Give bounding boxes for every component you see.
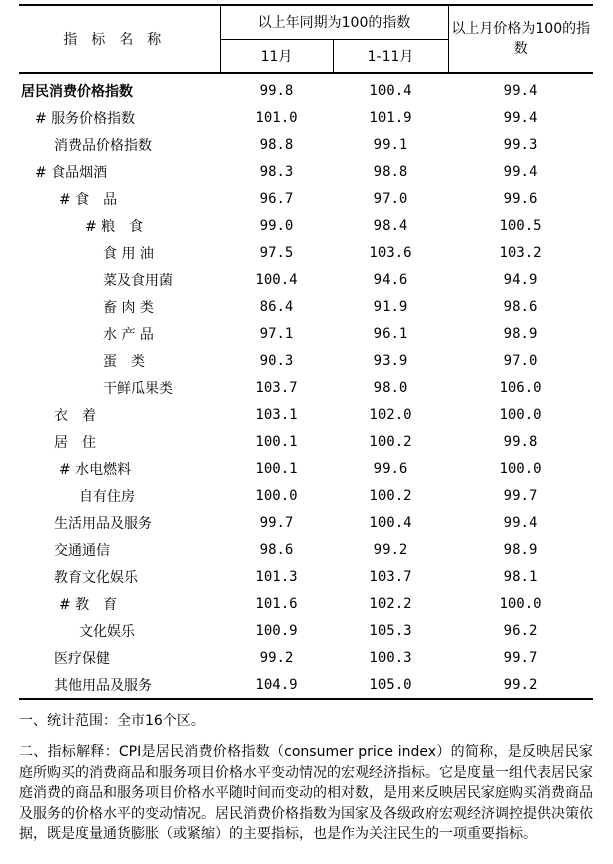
table-row xyxy=(19,536,593,563)
table-row xyxy=(19,131,593,158)
row-label: 水 产 品 xyxy=(103,326,154,343)
cell-nov: 100.0 xyxy=(255,487,298,504)
cell-nov: 101.3 xyxy=(255,568,298,585)
cell-ytd: 99.6 xyxy=(373,460,408,477)
cell-nov: 98.8 xyxy=(259,136,294,153)
cell-ytd: 105.3 xyxy=(369,622,412,639)
cell-ytd: 93.9 xyxy=(373,352,408,369)
row-label: 教育文化娱乐 xyxy=(54,569,138,586)
cell-ytd: 97.0 xyxy=(373,190,408,207)
cell-mom: 98.6 xyxy=(503,298,538,315)
cell-mom: 106.0 xyxy=(499,379,542,396)
cell-mom: 100.0 xyxy=(499,406,542,423)
cell-mom: 99.7 xyxy=(503,649,538,666)
header-indicator-name: 指标名称 xyxy=(19,5,220,73)
table-row xyxy=(19,104,593,131)
cell-mom: 98.9 xyxy=(503,325,538,342)
cell-mom: 103.2 xyxy=(499,244,542,261)
cell-nov: 97.5 xyxy=(259,244,294,261)
cell-ytd: 98.8 xyxy=(373,163,408,180)
cell-mom: 98.1 xyxy=(503,568,538,585)
cell-nov: 99.7 xyxy=(259,514,294,531)
cell-mom: 100.0 xyxy=(499,460,542,477)
cell-ytd: 102.2 xyxy=(369,595,412,612)
table-row xyxy=(19,320,593,347)
table-row xyxy=(19,482,593,509)
table-row xyxy=(19,455,593,482)
cell-ytd: 98.0 xyxy=(373,379,408,396)
cell-mom: 99.7 xyxy=(503,487,538,504)
cell-mom: 99.4 xyxy=(503,109,538,126)
row-label: # 粮 食 xyxy=(85,218,144,235)
table-row xyxy=(19,617,593,644)
table-row xyxy=(19,401,593,428)
header-yoy-group: 以上年同期为100的指数 xyxy=(220,5,448,39)
row-label: 畜 肉 类 xyxy=(103,299,154,316)
row-label: 蛋 类 xyxy=(103,353,145,370)
table-row xyxy=(19,158,593,185)
row-label: 自有住房 xyxy=(79,488,135,505)
note-scope: 一、统计范围：全市16个区。 xyxy=(19,713,205,729)
header-mom: 以上月价格为100的指数 xyxy=(448,5,593,73)
row-label: 居 住 xyxy=(54,434,96,451)
cell-mom: 100.5 xyxy=(499,217,542,234)
table-row xyxy=(19,293,593,320)
notes-section xyxy=(19,710,593,845)
row-label: 干鲜瓜果类 xyxy=(103,380,173,397)
cell-ytd: 99.2 xyxy=(373,541,408,558)
row-label: # 食 品 xyxy=(59,191,118,208)
cpi-table-container xyxy=(19,4,593,700)
cell-nov: 100.1 xyxy=(255,433,298,450)
cell-mom: 97.0 xyxy=(503,352,538,369)
table-row xyxy=(19,509,593,536)
cell-ytd: 94.6 xyxy=(373,271,408,288)
cell-ytd: 103.7 xyxy=(369,568,412,585)
cell-mom: 96.2 xyxy=(503,622,538,639)
row-label: 衣 着 xyxy=(54,407,96,424)
cell-ytd: 103.6 xyxy=(369,244,412,261)
cell-mom: 94.9 xyxy=(503,271,538,288)
cell-nov: 103.1 xyxy=(255,406,298,423)
cell-nov: 101.0 xyxy=(255,109,298,126)
cell-nov: 103.7 xyxy=(255,379,298,396)
cell-ytd: 100.2 xyxy=(369,487,412,504)
header-nov: 11月 xyxy=(220,39,333,73)
cell-nov: 100.4 xyxy=(255,271,298,288)
table-row xyxy=(19,347,593,374)
cell-mom: 100.0 xyxy=(499,595,542,612)
table-row xyxy=(19,671,593,699)
table-row xyxy=(19,239,593,266)
table-body xyxy=(19,73,593,699)
row-label: # 服务价格指数 xyxy=(35,110,136,127)
table-row xyxy=(19,266,593,293)
cell-ytd: 100.3 xyxy=(369,649,412,666)
cell-ytd: 102.0 xyxy=(369,406,412,423)
cell-nov: 98.6 xyxy=(259,541,294,558)
cell-mom: 99.8 xyxy=(503,433,538,450)
cell-nov: 99.8 xyxy=(259,83,294,99)
table-row xyxy=(19,428,593,455)
cpi-table xyxy=(19,4,593,700)
row-label: 居民消费价格指数 xyxy=(21,84,133,100)
table-row xyxy=(19,212,593,239)
row-label: # 教 育 xyxy=(59,596,118,613)
row-label: 文化娱乐 xyxy=(79,623,135,640)
cell-mom: 99.2 xyxy=(448,671,593,699)
cell-ytd: 99.1 xyxy=(373,136,408,153)
cell-nov: 104.9 xyxy=(220,671,333,699)
cell-ytd: 96.1 xyxy=(373,325,408,342)
row-label: # 水电燃料 xyxy=(59,461,132,478)
cell-nov: 90.3 xyxy=(259,352,294,369)
cell-ytd: 100.2 xyxy=(369,433,412,450)
table-row xyxy=(19,73,593,104)
cell-mom: 99.4 xyxy=(503,83,538,99)
cell-nov: 98.3 xyxy=(259,163,294,180)
cell-nov: 100.1 xyxy=(255,460,298,477)
cell-mom: 99.4 xyxy=(503,514,538,531)
note-explanation: 二、指标解释：CPI是居民消费价格指数（consumer price index）的简称，是反映居民家庭所购买的消费商品和服务项目价格水平变动情况的宏观经济指标。它是度量一组代表居民家庭消费的商品和服务项目价格水平随时间而变动的相对数，是用来反映居民家庭购买消费商品及服务的价格水平的变动情况。居民消费价格指数为国家及各级政府宏观经济调控提供决策依据，既是度量通货膨胀（或紧缩）的主要指标，也是作为关注民生的一项重要指标。 xyxy=(19,744,593,842)
cell-mom: 99.6 xyxy=(503,190,538,207)
row-label: 食 用 油 xyxy=(103,245,154,262)
cell-ytd: 98.4 xyxy=(373,217,408,234)
cell-ytd: 100.4 xyxy=(369,83,412,99)
table-row xyxy=(19,644,593,671)
row-label: 菜及食用菌 xyxy=(103,272,173,289)
cell-nov: 97.1 xyxy=(259,325,294,342)
table-row xyxy=(19,590,593,617)
table-row xyxy=(19,563,593,590)
cell-nov: 96.7 xyxy=(259,190,294,207)
table-row xyxy=(19,185,593,212)
cell-nov: 99.0 xyxy=(259,217,294,234)
row-label: # 食品烟酒 xyxy=(35,164,108,181)
cell-nov: 86.4 xyxy=(259,298,294,315)
header-jan-nov: 1-11月 xyxy=(333,39,448,73)
row-label: 生活用品及服务 xyxy=(54,515,152,532)
cell-mom: 98.9 xyxy=(503,541,538,558)
cell-ytd: 101.9 xyxy=(369,109,412,126)
row-label: 消费品价格指数 xyxy=(54,137,152,154)
cell-mom: 99.4 xyxy=(503,163,538,180)
cell-ytd: 105.0 xyxy=(333,671,448,699)
cell-ytd: 100.4 xyxy=(369,514,412,531)
row-label: 交通通信 xyxy=(54,542,110,559)
row-label: 其他用品及服务 xyxy=(19,671,220,699)
cell-nov: 100.9 xyxy=(255,622,298,639)
cell-nov: 99.2 xyxy=(259,649,294,666)
row-label: 医疗保健 xyxy=(54,650,110,667)
cell-mom: 99.3 xyxy=(503,136,538,153)
cell-ytd: 91.9 xyxy=(373,298,408,315)
table-row xyxy=(19,374,593,401)
cell-nov: 101.6 xyxy=(255,595,298,612)
